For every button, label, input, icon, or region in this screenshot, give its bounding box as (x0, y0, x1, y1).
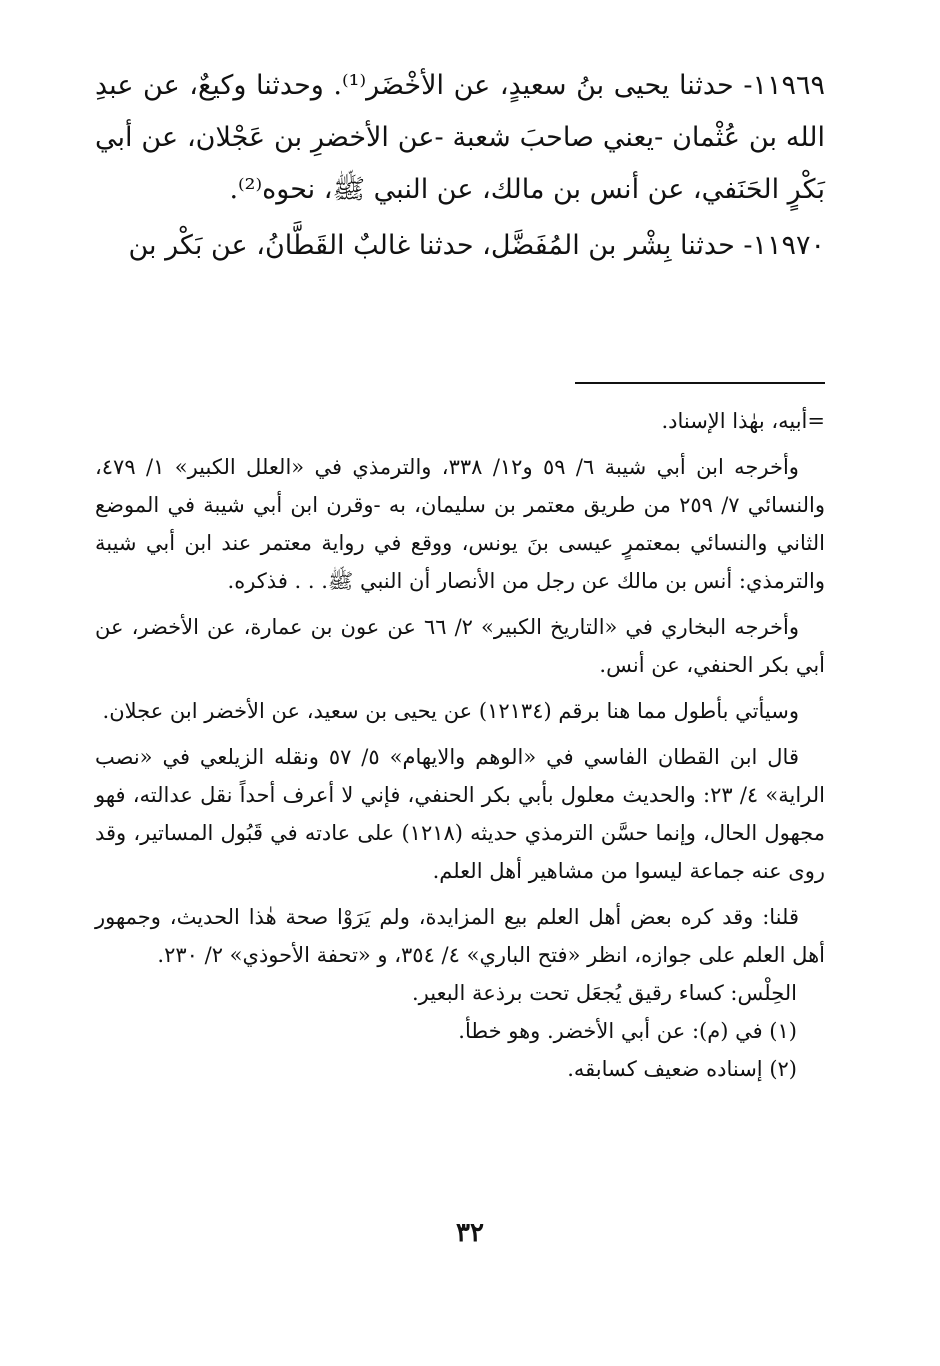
footnote-paragraph: الحِلْس: كساء رقيق يُجعَل تحت برذعة البعير. (411, 981, 797, 1005)
footnotes (95, 402, 825, 1088)
footnote-separator (575, 382, 825, 384)
hadith-11969: ١١٩٦٩- حدثنا يحيى بنُ سعيدٍ، عن الأخْضَر⁽¹⁾. وحدثنا وكيعٌ، عن عبدِ الله بن عُثْمان -يعني صاحبَ شعبة -عن الأخضرِ بن عَجْلان، عن أبي بَكْرٍ الحَنَفي، عن أنس بن مالك، عن النبي ﷺ، نحوه⁽²⁾. (95, 70, 825, 205)
footnote-separator-wrap (95, 324, 825, 384)
footnote-paragraph: قلنا: وقد كره بعض أهل العلم بيع المزايدة، ولم يَرَوْا صحة هٰذا الحديث، وجمهور أهل العلم على جوازه، انظر «فتح الباري» ٤/ ٣٥٤، و «تحفة الأحوذي» ٢/ ٢٣٠. (95, 905, 825, 967)
footnote-paragraph: وسيأتي بأطول مما هنا برقم (١٢١٣٤) عن يحيى بن سعيد، عن الأخضر ابن عجلان. (102, 699, 799, 723)
footnote-paragraph: قال ابن القطان الفاسي في «الوهم والايهام» ٥/ ٥٧ ونقله الزيلعي في «نصب الراية» ٤/ ٢٣: والحديث معلول بأبي بكر الحنفي، فإني لا أعرف أحداً نقل عدالته، فهو مجهول الحال، وإنما حسَّن الترمذي حديثه (١٢١٨) على عادته في قَبُول المساتير، وقد روى عنه جماعة ليسوا من مشاهير أهل العلم. (95, 745, 825, 883)
page (95, 60, 825, 1310)
footnote-note-1: (١) في (م): عن أبي الأخضر. وهو خطأ. (458, 1019, 797, 1043)
hadith-11970: ١١٩٧٠- حدثنا بِشْر بن المُفَضَّل، حدثنا غالبٌ القَطَّانُ، عن بَكْر بن (128, 230, 825, 261)
footnote-paragraph: وأخرجه ابن أبي شيبة ٦/ ٥٩ و١٢/ ٣٣٨، والترمذي في «العلل الكبير» ١/ ٤٧٩، والنسائي ٧/ ٢٥٩ من طريق معتمر بن سليمان، به -وقرن ابن أبي شيبة في الموضع الثاني والنسائي بمعتمرٍ عيسى بنَ يونس، ووقع في رواية معتمر عند ابن أبي شيبة والترمذي: أنس بن مالك عن رجل من الأنصار أن النبي ﷺ. . . فذكره. (95, 455, 825, 593)
main-text (95, 60, 825, 272)
page-number: ٣٢ (456, 1218, 484, 1248)
footnote-continuation: =أبيه، بهٰذا الإسناد. (661, 409, 825, 433)
footnote-note-2: (٢) إسناده ضعيف كسابقه. (567, 1057, 797, 1081)
footnote-paragraph: وأخرجه البخاري في «التاريخ الكبير» ٢/ ٦٦ عن عون بن عمارة، عن الأخضر، عن أبي بكر الحنفي، عن أنس. (95, 615, 825, 677)
